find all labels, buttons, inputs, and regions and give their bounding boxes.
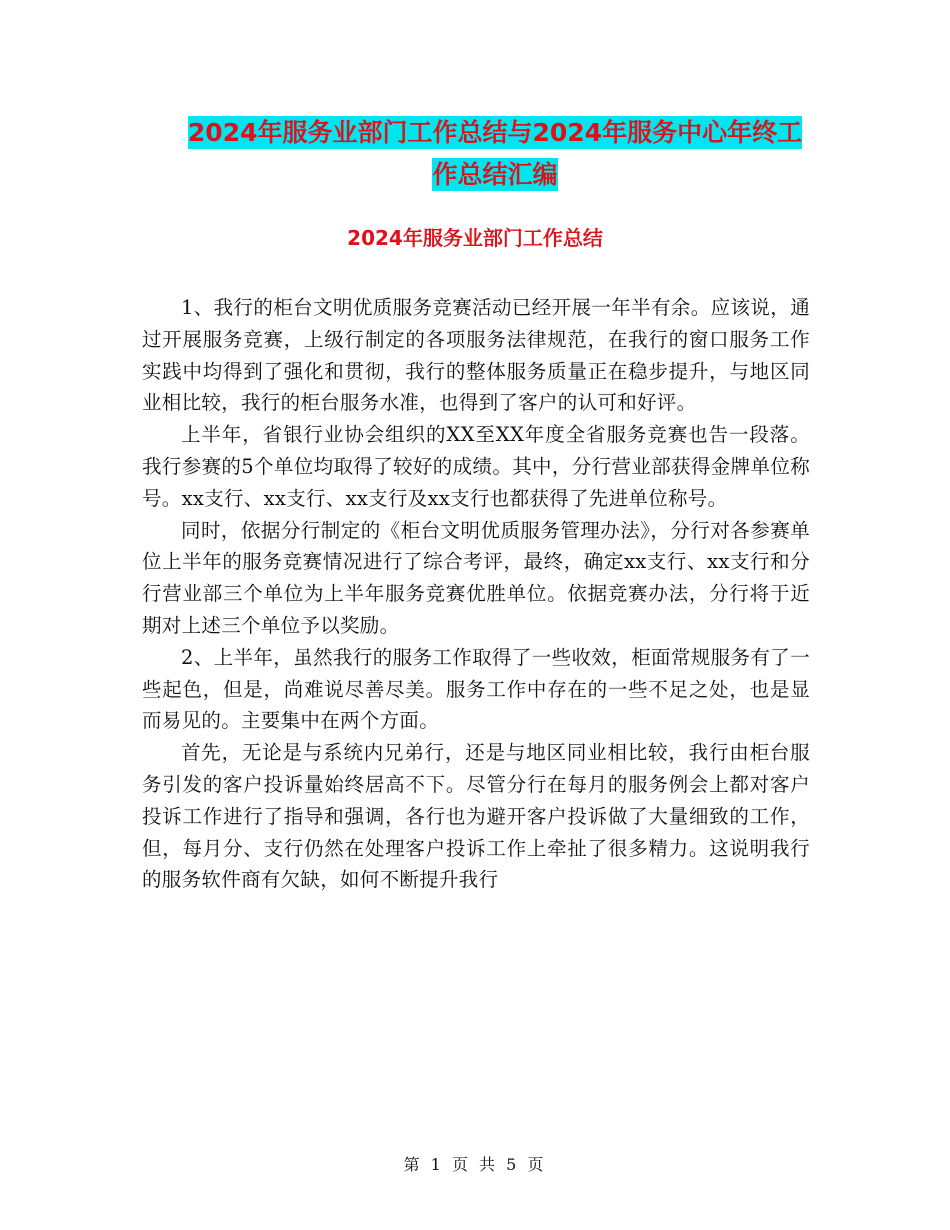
paragraph: 1、我行的柜台文明优质服务竞赛活动已经开展一年半有余。应该说，通过开展服务竞赛，上级行制定的各项服务法律规范，在我行的窗口服务工作实践中均得到了强化和贯彻，我行的整体服务质量正在稳步提升，与地区同业相比较，我行的柜台服务水准，也得到了客户的认可和好评。: [142, 296, 810, 415]
paragraph: 首先，无论是与系统内兄弟行，还是与地区同业相比较，我行由柜台服务引发的客户投诉量始终居高不下。尽管分行在每月的服务例会上都对客户投诉工作进行了指导和强调，各行也为避开客户投诉做了大量细致的工作，但，每月分、支行仍然在处理客户投诉工作上牵扯了很多精力。这说明我行的服务软件商有欠缺，如何不断提升我行: [142, 741, 810, 892]
section-title: 2024年服务业部门工作总结: [347, 226, 603, 250]
paragraph: 同时，依据分行制定的《柜台文明优质服务管理办法》，分行对各参赛单位上半年的服务竞赛情况进行了综合考评，最终，确定xx支行、xx支行和分行营业部三个单位为上半年服务竞赛优胜单位。依据竞赛办法，分行将于近期对上述三个单位予以奖励。: [142, 518, 810, 637]
paragraph: 上半年，省银行业协会组织的XX至XX年度全省服务竞赛也告一段落。我行参赛的5个单位均取得了较好的成绩。其中，分行营业部获得金牌单位称号。xx支行、xx支行、xx支行及xx支行也都获得了先进单位称号。: [142, 423, 810, 510]
document-title: [140, 112, 850, 196]
page-footer: 第 1 页 共 5 页: [403, 1155, 547, 1174]
paragraph: 2、上半年，虽然我行的服务工作取得了一些收效，柜面常规服务有了一些起色，但是，尚难说尽善尽美。服务工作中存在的一些不足之处，也是显而易见的。主要集中在两个方面。: [142, 645, 810, 733]
title-line-2: 作总结汇编: [432, 160, 558, 189]
body-text: [142, 292, 810, 896]
title-line-1: 2024年服务业部门工作总结与2024年服务中心年终工: [187, 118, 803, 147]
